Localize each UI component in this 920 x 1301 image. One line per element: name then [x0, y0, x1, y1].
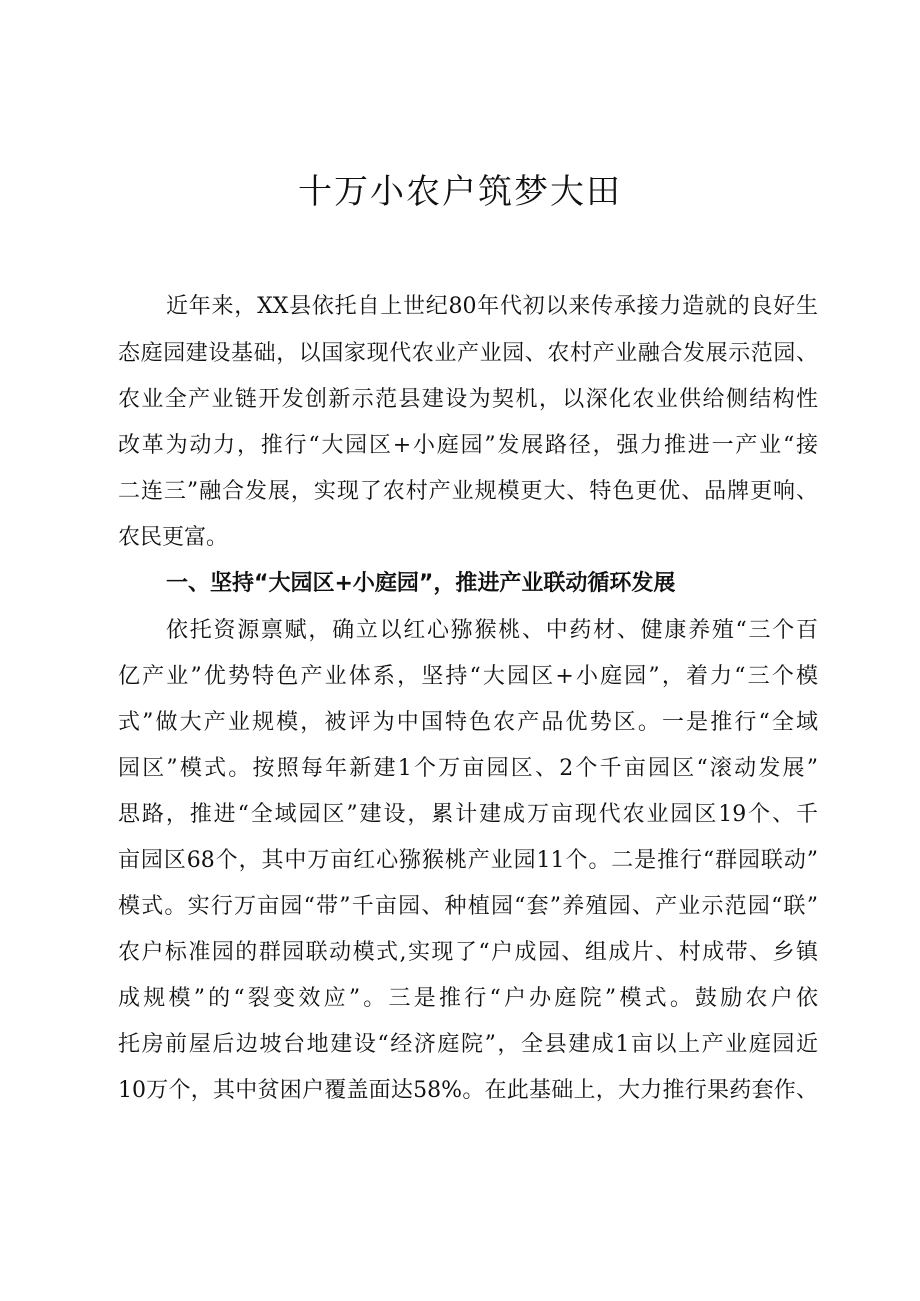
paragraph-line: 成规模”的“裂变效应”。三是推行“户办庭院”模式。鼓励农户依 [118, 986, 818, 1011]
paragraph-line: 模式。实行万亩园“带”千亩园、种植园“套”养殖园、产业示范园“联” [118, 894, 818, 919]
paragraph-line: 式”做大产业规模，被评为中国特色农产品优势区。一是推行“全域 [118, 710, 818, 735]
paragraph-line: 园区”模式。按照每年新建1个万亩园区、2个千亩园区“滚动发展” [118, 756, 818, 781]
document-title: 十万小农户筑梦大田 [298, 172, 622, 212]
paragraph-line: 亿产业”优势特色产业体系，坚持“大园区+小庭园”，着力“三个模 [118, 664, 818, 689]
paragraph-line: 农业全产业链开发创新示范县建设为契机，以深化农业供给侧结构性 [118, 387, 818, 412]
paragraph-line: 二连三”融合发展，实现了农村产业规模更大、特色更优、品牌更响、 [118, 479, 818, 504]
paragraph-line: 10万个，其中贫困户覆盖面达58%。在此基础上，大力推行果药套作、 [118, 1078, 818, 1103]
paragraph-line: 农户标准园的群园联动模式,实现了“户成园、组成片、村成带、乡镇 [118, 940, 818, 965]
paragraph-line: 亩园区68个，其中万亩红心猕猴桃产业园11个。二是推行“群园联动” [118, 848, 818, 873]
paragraph-line: 依托资源禀赋，确立以红心猕猴桃、中药材、健康养殖“三个百 [166, 618, 818, 643]
paragraph-line: 改革为动力，推行“大园区+小庭园”发展路径，强力推进一产业“接 [118, 433, 818, 458]
paragraph-line: 思路，推进“全域园区”建设，累计建成万亩现代农业园区19个、千 [118, 802, 818, 827]
paragraph-line: 态庭园建设基础，以国家现代农业产业园、农村产业融合发展示范园、 [118, 341, 818, 366]
section-heading: 一、坚持“大园区+小庭园”，推进产业联动循环发展 [166, 571, 676, 596]
paragraph-line: 托房前屋后边坡台地建设“经济庭院”，全县建成1亩以上产业庭园近 [118, 1032, 818, 1057]
paragraph-line: 近年来，XX县依托自上世纪80年代初以来传承接力造就的良好生 [166, 294, 818, 319]
paragraph-line: 农民更富。 [118, 525, 229, 550]
